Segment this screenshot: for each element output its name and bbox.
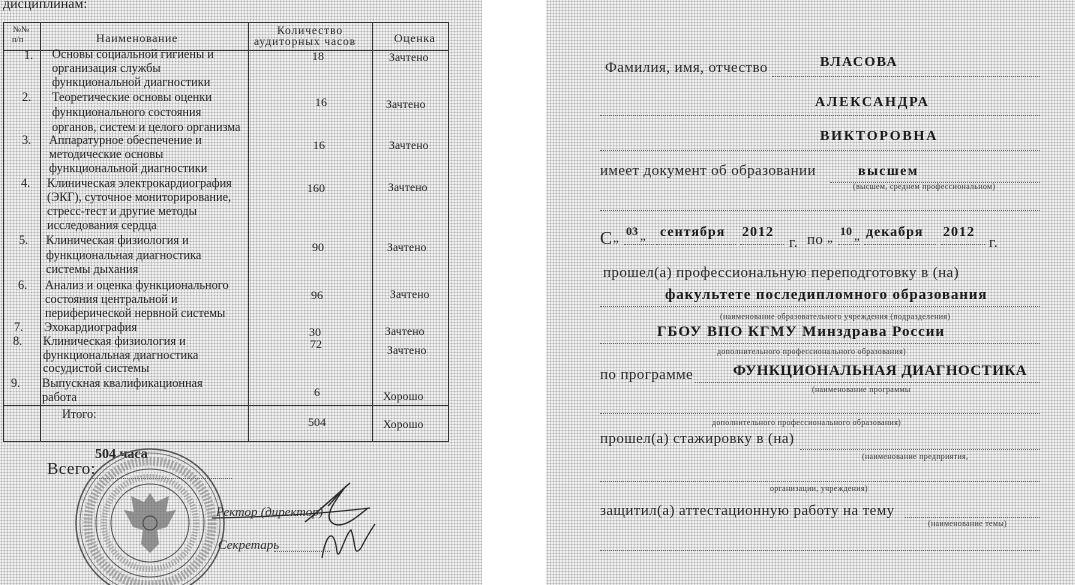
internship-hint-2: организации, учреждения) [770,484,868,493]
institution-name-value: ГБОУ ВПО КГМУ Минздрава России [657,324,946,340]
period-to-year-abbr: г. [989,235,999,251]
institution-hint: (наименование образовательного учреждения (подразделения) [720,312,951,321]
total-hours-value: 504 часа [95,447,148,462]
period-from-month: сентября [660,225,726,240]
internship-label: прошел(а) стажировку в (на) [600,431,795,447]
period-to-label: по [807,232,824,248]
table-bottom-border [3,441,449,442]
first-name-underline [600,115,1040,116]
period-to-day: 10 [840,224,852,238]
secretary-signature [318,520,378,568]
row-7-grade: Зачтено [385,326,425,338]
row-1-hours: 18 [312,49,324,63]
row-9-number: 9. [11,376,21,390]
program-hint-2: дополнительного профессионального образования) [712,418,902,427]
row-8-grade: Зачтено [387,345,427,357]
row-4-grade: Зачтено [388,182,428,194]
period-from-year-abbr: г. [789,235,799,251]
first-name-value: АЛЕКСАНДРА [815,95,930,110]
period-to-year: 2012 [943,225,975,240]
row-6-grade: Зачтено [390,289,430,301]
row-5-number: 5. [19,233,29,247]
total-row-grade: Хорошо [383,419,424,431]
surname-value: ВЛАСОВА [820,55,899,70]
period-from-day-underline [624,244,654,245]
table-col-divider-2 [248,22,249,441]
row-6-name-line-3: периферической нервной системы [45,306,226,320]
row-1-number: 1. [24,48,34,62]
program-name-value: ФУНКЦИОНАЛЬНАЯ ДИАГНОСТИКА [733,363,1028,379]
period-to-quote-close: „ [854,228,860,243]
row-4-number: 4. [21,176,31,190]
period-to-month-underline [864,244,936,245]
period-to-day-underline [838,244,860,245]
row-8-name-line-3: сосудистой системы [43,361,150,375]
row-4-hours: 160 [307,181,325,195]
table-col-divider-1 [40,22,41,441]
institution-hint-2: дополнительного профессионального образования) [717,347,907,356]
row-3-name-line-1: Аппаратурное обеспечение и [49,133,202,147]
right-page [546,0,1075,585]
patronymic-value: ВИКТОРОВНА [820,129,939,144]
total-label: Всего: [47,459,96,478]
full-name-label: Фамилия, имя, отчество [605,60,768,76]
table-left-border [3,22,4,441]
patronymic-underline [600,150,1040,151]
row-1-name-line-2: организация службы [52,61,161,75]
table-total-border [3,405,449,406]
row-9-name-line-2: работа [42,390,77,404]
table-right-border [448,22,449,441]
table-top-border [3,22,449,23]
row-6-number: 6. [18,278,28,292]
row-6-hours: 96 [311,288,323,302]
disciplines-heading: дисциплинам: [3,0,88,12]
row-2-number: 2. [22,90,32,104]
period-from-month-underline [656,244,736,245]
row-8-name-line-2: функциональная диагностика [43,348,199,362]
row-1-name-line-3: функциональной диагностики [52,75,211,89]
thesis-hint: (наименование темы) [928,519,1007,528]
row-2-name-line-1: Теоретические основы оценки [52,90,212,104]
total-row-label: Итого: [62,407,97,421]
row-3-grade: Зачтено [389,140,429,152]
row-8-name-line-1: Клиническая физиология и [43,334,186,348]
secretary-label: Секретарь [218,537,280,552]
row-5-name-line-3: системы дыхания [46,262,139,276]
program-underline [695,382,1040,383]
program-hint: (наименование программы [812,385,911,394]
institution-faculty-value: факультете последипломного образования [665,287,988,303]
thesis-underline [905,517,1040,518]
institution-underline [600,343,1040,344]
period-to-year-underline [941,244,985,245]
row-4-name-line-1: Клиническая электрокардиография [47,176,232,190]
row-4-name-line-3: стресс-тест и другие методы [47,204,197,218]
row-5-name-line-2: функциональная диагностика [46,248,202,262]
row-6-name-line-2: состояния центральной и [45,292,178,306]
row-5-hours: 90 [312,240,324,254]
official-seal [70,443,230,585]
header-grade: Оценка [394,31,436,45]
header-num-line-2: п/п [12,34,24,44]
row-1-grade: Зачтено [389,52,429,64]
header-hours-line-2: аудиторных часов [254,36,357,48]
period-from-day: 03 [626,224,638,238]
surname-underline [772,76,1040,77]
retraining-label: прошел(а) профессиональную переподготовку в (на) [603,265,959,281]
row-8-hours: 72 [310,337,322,351]
program-label: по программе [600,367,694,383]
header-hours-line-1: Количество [277,25,343,37]
row-3-name-line-3: функциональной диагностики [49,161,208,175]
education-hint: (высшем, среднем профессиональном) [853,182,996,191]
period-from-quote-open: „ [613,230,619,245]
row-2-hours: 16 [315,95,327,109]
education-level-value: высшем [858,164,919,179]
internship-hint: (наименование предприятия, [862,452,969,461]
row-2-grade: Зачтено [386,99,426,111]
row-3-name-line-2: методические основы [49,147,164,161]
row-4-name-line-4: исследования сердца [47,218,157,232]
row-4-name-line-2: (ЭКГ), суточное мониторирование, [47,190,232,204]
faculty-underline [600,306,1040,307]
total-row-hours: 504 [308,415,326,429]
program-extra-underline [600,413,1040,414]
row-3-hours: 16 [313,138,325,152]
row-9-grade: Хорошо [383,391,424,403]
period-to-quote-open: „ [827,230,833,245]
period-from-year-underline [740,244,784,245]
period-from-quote-close: „ [640,228,646,243]
row-5-name-line-1: Клиническая физиология и [46,233,189,247]
internship-extra-underline [600,481,1040,482]
row-7-number: 7. [14,320,24,334]
period-from-year: 2012 [742,225,774,240]
row-7-hours: 30 [309,325,321,339]
header-num-line-1: №№ [13,24,30,34]
row-9-name-line-1: Выпускная квалификационная [42,376,203,390]
row-2-name-line-2: функционального состояния [52,105,202,119]
row-9-hours: 6 [314,385,320,399]
header-name: Наименование [96,31,178,45]
rector-label: Ректор (директор) [216,504,324,519]
period-to-month: декабря [866,225,924,240]
row-5-grade: Зачтено [387,242,427,254]
thesis-label: защитил(а) аттестационную работу на тему [600,503,895,519]
education-extra-underline [600,210,1040,211]
row-3-number: 3. [22,133,32,147]
period-from-label: С [600,228,613,248]
table-col-divider-3 [372,22,373,441]
row-1-name-line-1: Основы социальной гигиены и [52,47,214,61]
row-6-name-line-1: Анализ и оценка функционального [45,278,229,292]
thesis-extra-underline [600,550,1040,551]
row-2-name-line-3: органов, систем и целого организма [52,120,241,134]
internship-underline [800,449,1040,450]
education-label: имеет документ об образовании [600,163,816,179]
row-8-number: 8. [13,334,23,348]
row-7-name-line-1: Эхокардиография [44,320,138,334]
left-page [0,0,482,585]
eagle-emblem-icon [124,493,176,553]
